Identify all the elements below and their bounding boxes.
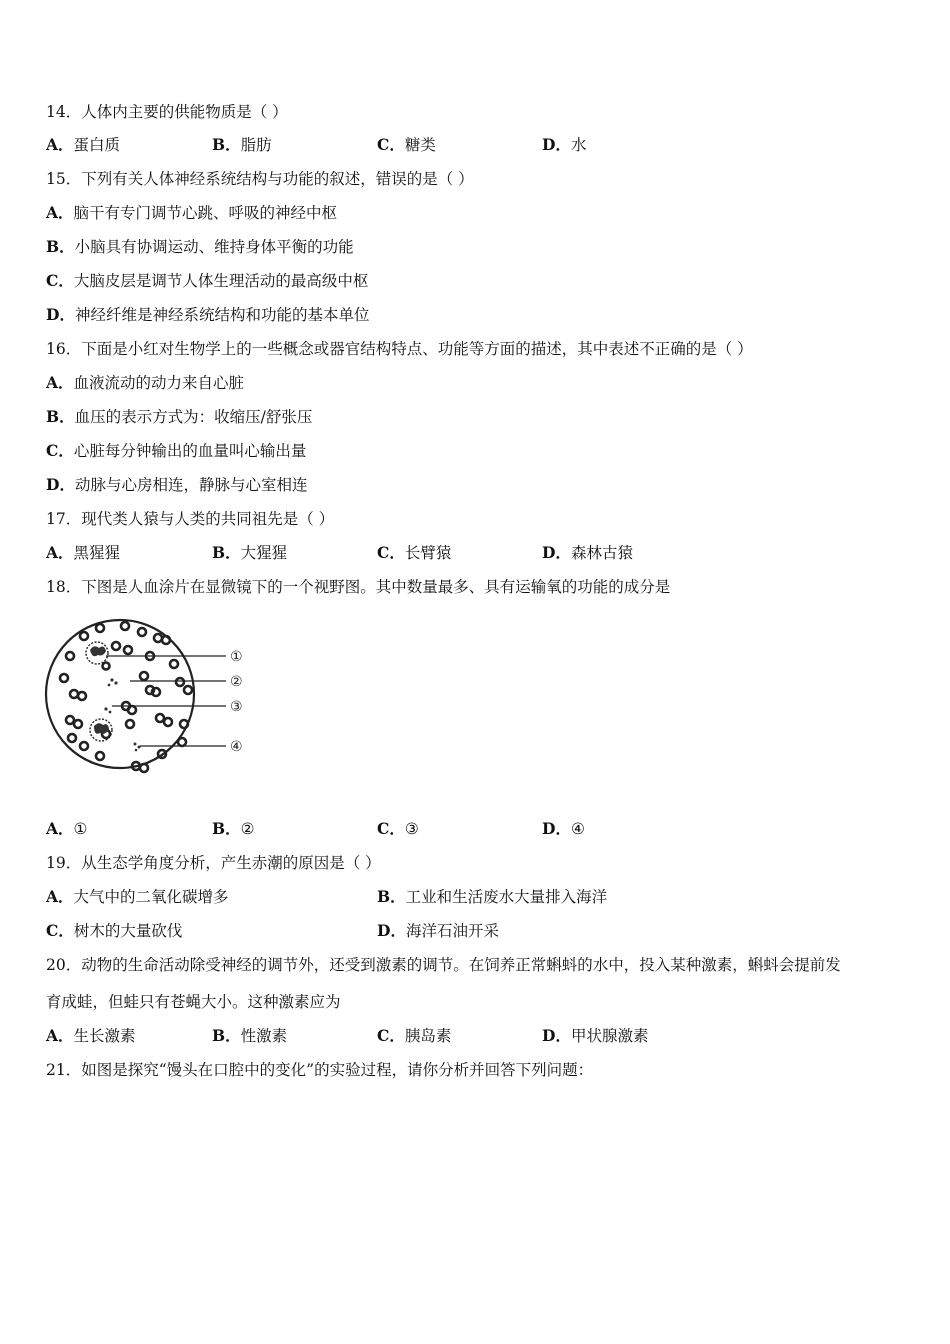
q19-option-a: A．大气中的二氧化碳增多 [46,887,229,906]
q17-stem: 17．现代类人猿与人类的共同祖先是（ ） [46,510,335,528]
figure-label-3: ③ [230,699,243,715]
q19-options-row2 [46,919,906,943]
q18-option-d: D．④ [542,819,585,838]
figure-label-4: ④ [230,739,243,755]
q20-stem-line1: 20．动物的生命活动除受神经的调节外，还受到激素的调节。在饲养正常蝌蚪的水中，投入某种激素，蝌蚪会提前发 [46,956,841,974]
q15-option-a: A．脑干有专门调节心跳、呼吸的神经中枢 [46,203,338,222]
q19-stem: 19．从生态学角度分析，产生赤潮的原因是（ ） [46,854,381,872]
red-blood-cells [60,622,192,772]
figure-label-1: ① [230,649,243,665]
q14-option-a: A．蛋白质 [46,135,121,154]
q14-stem: 14．人体内主要的供能物质是（ ） [46,103,288,121]
q15-option-b: B．小脑具有协调运动、维持身体平衡的功能 [46,237,354,256]
q20-option-b: B．性激素 [212,1026,288,1045]
q19-option-d: D．海洋石油开采 [377,921,499,940]
white-blood-cells [86,642,112,741]
q18-options [46,817,906,841]
q17-options [46,541,906,565]
q15-option-d: D．神经纤维是神经系统结构和功能的基本单位 [46,305,370,324]
pointer-lines [106,656,226,746]
q17-option-b: B．大猩猩 [212,543,288,562]
q20-option-c: C．胰岛素 [377,1026,452,1045]
q16-option-a: A．血液流动的动力来自心脏 [46,373,245,392]
blood-smear-figure [40,606,255,786]
q17-option-a: A．黑猩猩 [46,543,121,562]
platelets [104,678,140,751]
figure-label-2: ② [230,674,243,690]
q20-option-d: D．甲状腺激素 [542,1026,649,1045]
q18-option-b: B．② [212,819,255,838]
q14-options [46,133,906,157]
q14-option-c: C．糖类 [377,135,436,154]
q19-option-c: C．树木的大量砍伐 [46,921,183,940]
q18-stem: 18．下图是人血涂片在显微镜下的一个视野图。其中数量最多、具有运输氧的功能的成分是 [46,578,671,596]
q16-option-c: C．心脏每分钟输出的血量叫心输出量 [46,441,307,460]
q18-option-a: A．① [46,819,88,838]
q15-option-c: C．大脑皮层是调节人体生理活动的最高级中枢 [46,271,369,290]
q19-option-b: B．工业和生活废水大量排入海洋 [377,887,608,906]
q20-options [46,1024,906,1048]
q19-options-row1 [46,885,906,909]
q20-option-a: A．生长激素 [46,1026,136,1045]
q15-stem: 15．下列有关人体神经系统结构与功能的叙述，错误的是（ ） [46,170,474,188]
q16-stem: 16．下面是小红对生物学上的一些概念或器官结构特点、功能等方面的描述，其中表述不正确的是（ ） [46,340,753,358]
q16-option-b: B．血压的表示方式为：收缩压/舒张压 [46,407,313,426]
q14-option-b: B．脂肪 [212,135,272,154]
q21-stem: 21．如图是探究“馒头在口腔中的变化”的实验过程，请你分析并回答下列问题： [46,1061,594,1079]
q18-option-c: C．③ [377,819,419,838]
q14-option-d: D．水 [542,135,587,154]
q20-stem-line2: 育成蛙，但蛙只有苍蝇大小。这种激素应为 [46,993,341,1011]
q17-option-d: D．森林古猿 [542,543,633,562]
q17-option-c: C．长臂猿 [377,543,452,562]
microscope-field [46,620,194,772]
q16-option-d: D．动脉与心房相连，静脉与心室相连 [46,475,308,494]
